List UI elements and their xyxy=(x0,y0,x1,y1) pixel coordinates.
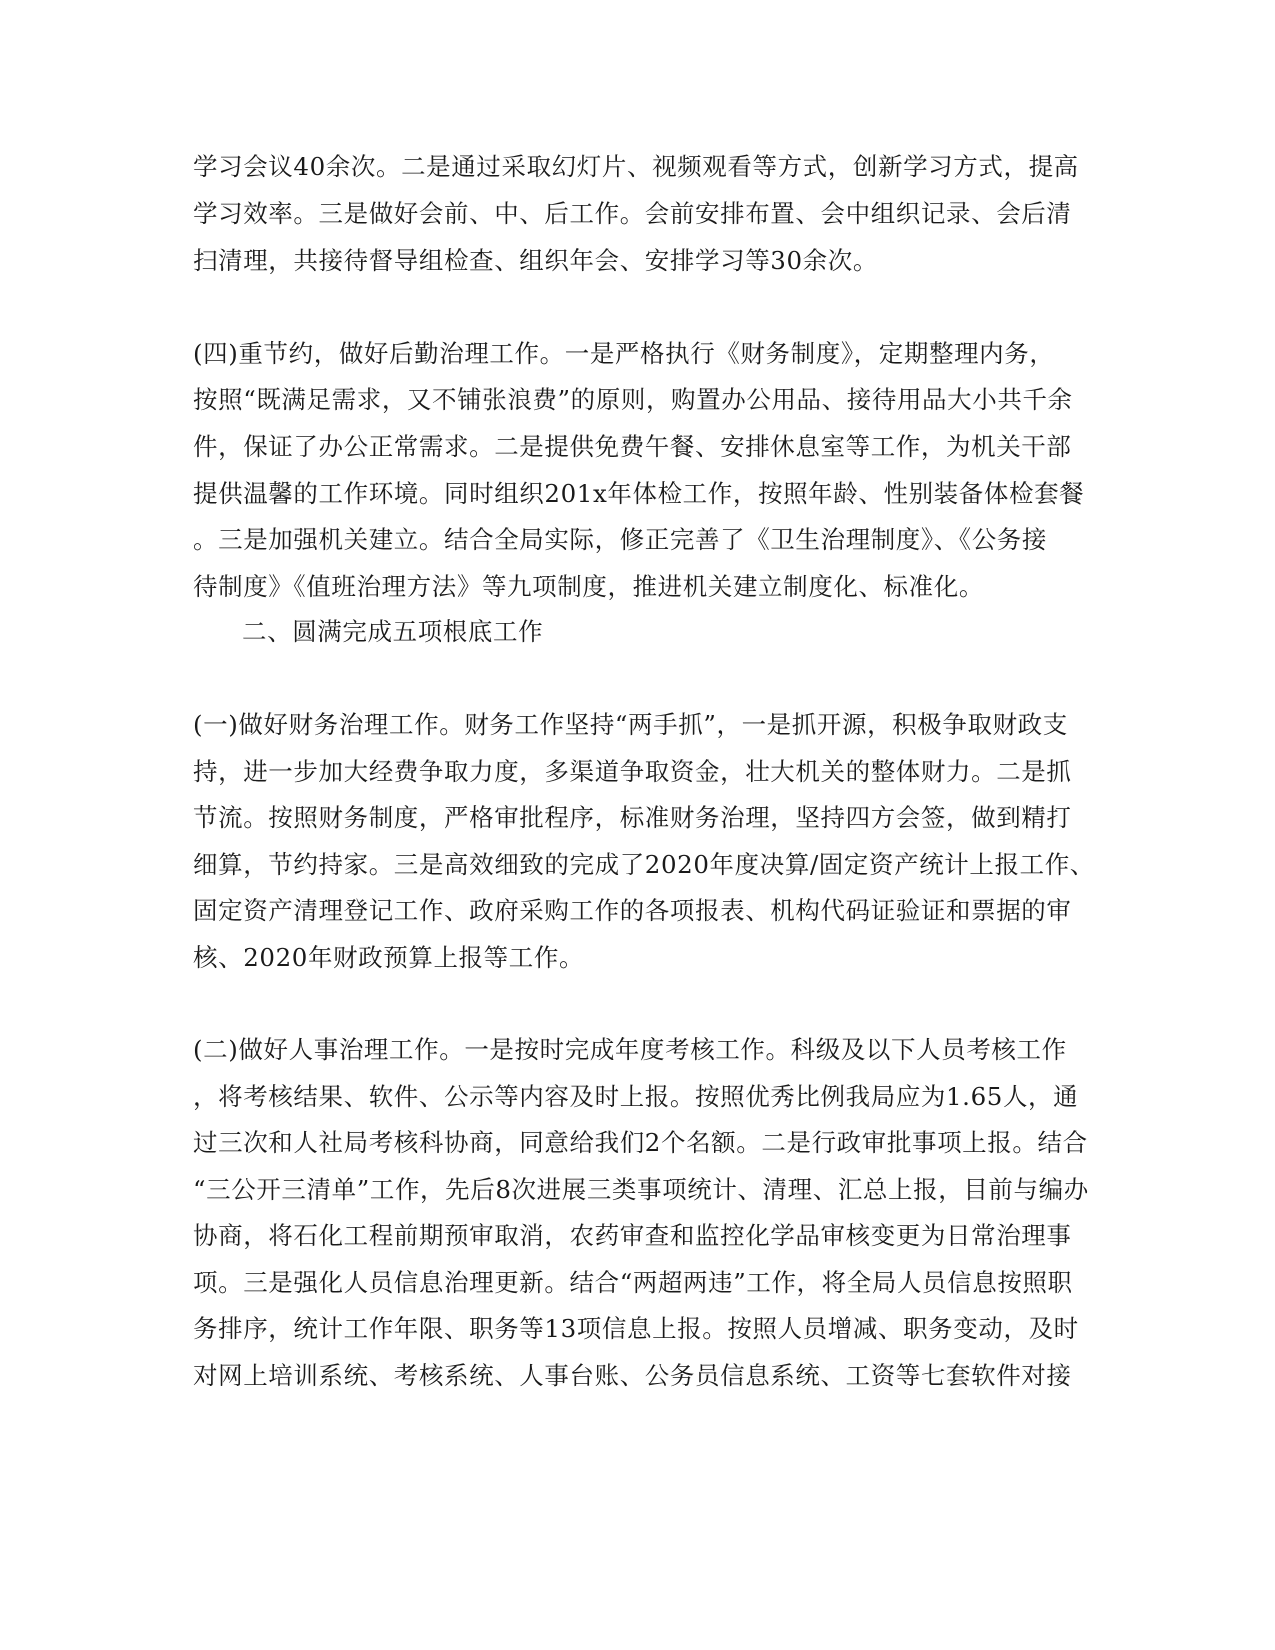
text-line: 持，进一步加大经费争取力度，多渠道争取资金，壮大机关的整体财力。二是抓 xyxy=(193,757,1072,786)
text-line: ，将考核结果、软件、公示等内容及时上报。按照优秀比例我局应为1.65人，通 xyxy=(193,1082,1079,1111)
text-line: 核、2020年财政预算上报等工作。 xyxy=(193,943,585,972)
text-line: 学习会议40余次。二是通过采取幻灯片、视频观看等方式，创新学习方式，提高 xyxy=(193,152,1079,181)
text-line: 学习效率。三是做好会前、中、后工作。会前安排布置、会中组织记录、会后清 xyxy=(193,199,1072,228)
section-heading: 二、圆满完成五项根底工作 xyxy=(242,617,544,646)
text-line: 件，保证了办公正常需求。二是提供免费午餐、安排休息室等工作，为机关干部 xyxy=(193,432,1072,461)
text-line: (一)做好财务治理工作。财务工作坚持“两手抓”，一是抓开源，积极争取财政支 xyxy=(193,710,1068,739)
text-line: 。三是加强机关建立。结合全局实际，修正完善了《卫生治理制度》、《公务接 xyxy=(193,525,1047,554)
text-line: 细算，节约持家。三是高效细致的完成了2020年度决算/固定资产统计上报工作、 xyxy=(193,850,1095,879)
text-line: 节流。按照财务制度，严格审批程序，标准财务治理，坚持四方会签，做到精打 xyxy=(193,803,1072,832)
text-line: 对网上培训系统、考核系统、人事台账、公务员信息系统、工资等七套软件对接 xyxy=(193,1361,1072,1390)
text-line: 务排序，统计工作年限、职务等13项信息上报。按照人员增减、职务变动，及时 xyxy=(193,1314,1079,1343)
text-line: 项。三是强化人员信息治理更新。结合“两超两违”工作，将全局人员信息按照职 xyxy=(193,1268,1073,1297)
text-line: 协商，将石化工程前期预审取消，农药审查和监控化学品审核变更为日常治理事 xyxy=(193,1221,1072,1250)
text-line: (四)重节约，做好后勤治理工作。一是严格执行《财务制度》，定期整理内务， xyxy=(193,339,1055,368)
text-line: 扫清理，共接待督导组检查、组织年会、安排学习等30余次。 xyxy=(193,246,878,275)
text-line: 按照“既满足需求，又不铺张浪费”的原则，购置办公用品、接待用品大小共千余 xyxy=(193,385,1073,414)
text-line: (二)做好人事治理工作。一是按时完成年度考核工作。科级及以下人员考核工作 xyxy=(193,1035,1067,1064)
text-line: 待制度》《值班治理方法》等九项制度，推进机关建立制度化、标准化。 xyxy=(193,572,984,601)
text-line: “三公开三清单”工作，先后8次进展三类事项统计、清理、汇总上报，目前与编办 xyxy=(193,1175,1089,1204)
text-line: 提供温馨的工作环境。同时组织201x年体检工作，按照年龄、性别装备体检套餐 xyxy=(193,479,1085,508)
text-line: 过三次和人社局考核科协商，同意给我们2个名额。二是行政审批事项上报。结合 xyxy=(193,1128,1088,1157)
text-line: 固定资产清理登记工作、政府采购工作的各项报表、机构代码证验证和票据的审 xyxy=(193,896,1072,925)
